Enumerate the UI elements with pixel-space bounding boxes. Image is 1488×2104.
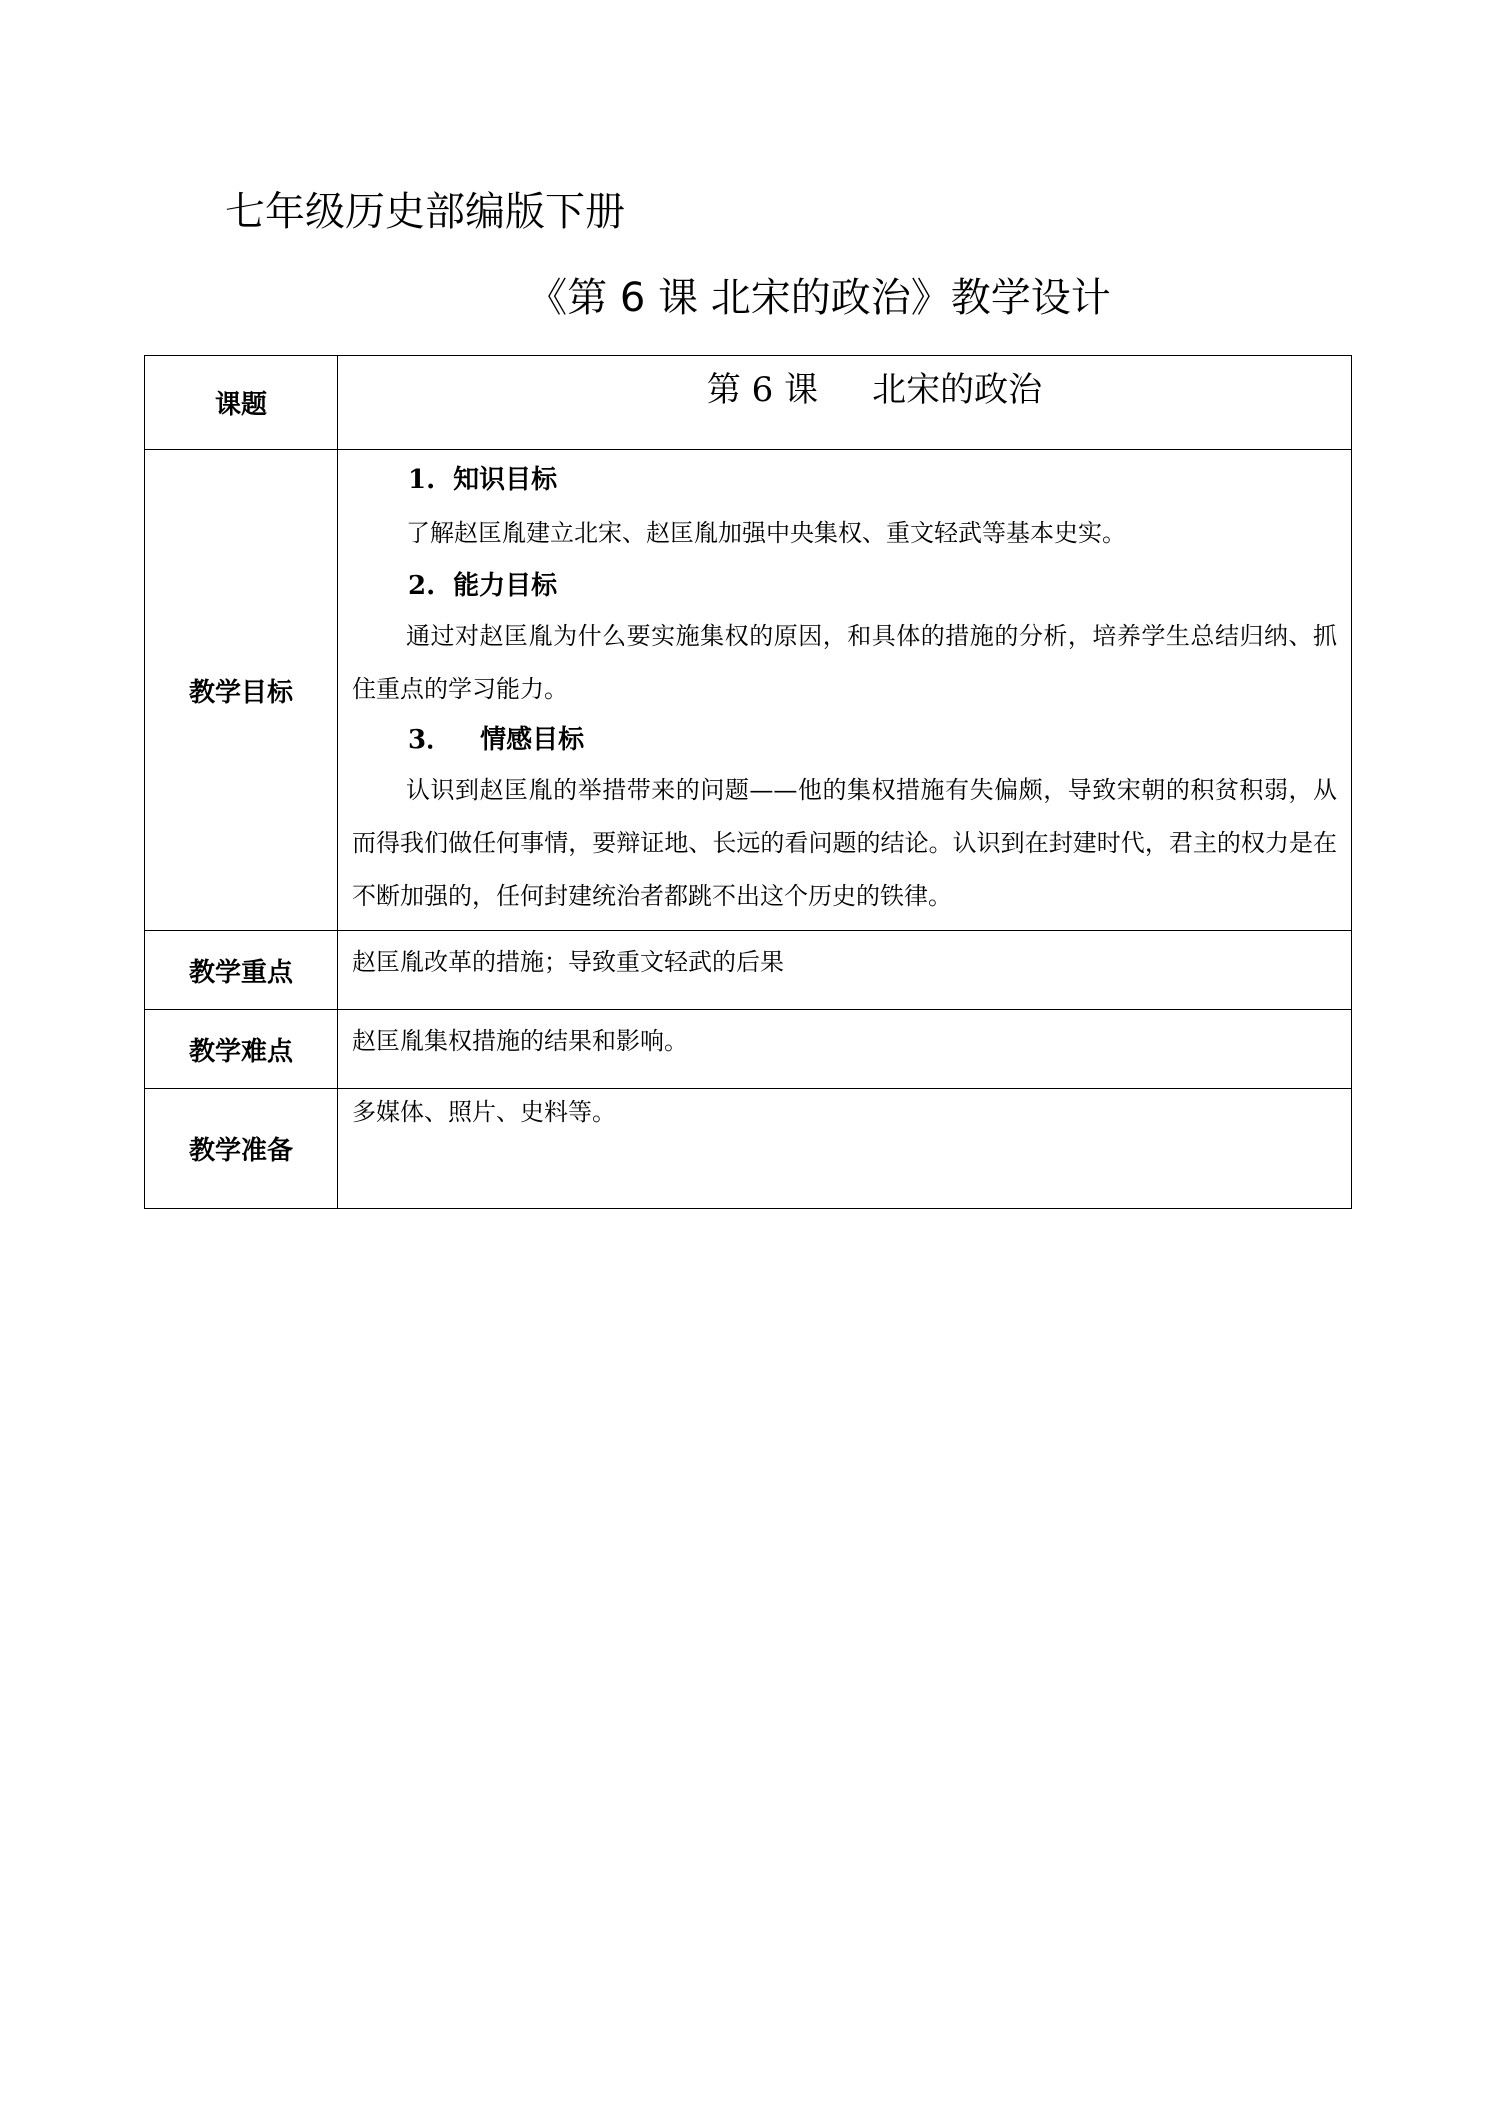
goal-text-ability: 通过对赵匡胤为什么要实施集权的原因，和具体的措施的分析，培养学生总结归纳、抓住重点的学习能力。 [352,622,1337,703]
table-row-focus [145,931,1352,1010]
preparation-value: 多媒体、照片、史料等。 [352,1098,616,1126]
goal-number: 1. [408,465,436,495]
goal-title: 情感目标 [480,725,585,755]
focus-label: 教学重点 [145,931,338,1010]
focus-content [338,931,1352,1010]
document-title-grade: 七年级历史部编版下册 [225,189,625,235]
table-row-goals [145,450,1352,931]
focus-value: 赵匡胤改革的措施；导致重文轻武的后果 [352,948,784,976]
goal-text-knowledge: 了解赵匡胤建立北宋、赵匡胤加强中央集权、重文轻武等基本史实。 [406,519,1126,547]
goal-text-emotion: 认识到赵匡胤的举措带来的问题——他的集权措施有失偏颇，导致宋朝的积贫积弱，从而得我们做任何事情，要辩证地、长远的看问题的结论。认识到在封建时代，君主的权力是在不断加强的，任何封建统治者都跳不出这个历史的铁律。 [352,776,1337,910]
goal-heading-ability [352,562,1337,610]
preparation-label: 教学准备 [145,1089,338,1209]
table-row-topic [145,356,1352,450]
topic-label: 课题 [145,356,338,450]
document-title-lesson: 《第 6 课 北宋的政治》教学设计 [527,275,1111,321]
goal-number: 3． [408,725,453,755]
lesson-plan-table [144,355,1352,1209]
goals-label: 教学目标 [145,450,338,931]
difficulty-label: 教学难点 [145,1010,338,1089]
table-row-difficulty [145,1010,1352,1089]
goal-number: 2. [408,571,436,601]
topic-value: 第 6 课 北宋的政治 [338,356,1352,450]
difficulty-value: 赵匡胤集权措施的结果和影响。 [352,1027,688,1055]
preparation-content [338,1089,1352,1209]
goals-content [338,450,1352,931]
table-row-preparation [145,1089,1352,1209]
goal-title: 知识目标 [453,465,558,495]
difficulty-content [338,1010,1352,1089]
goal-heading-knowledge [352,456,1337,504]
goal-heading-emotion [352,716,1337,764]
goal-title: 能力目标 [453,571,558,601]
